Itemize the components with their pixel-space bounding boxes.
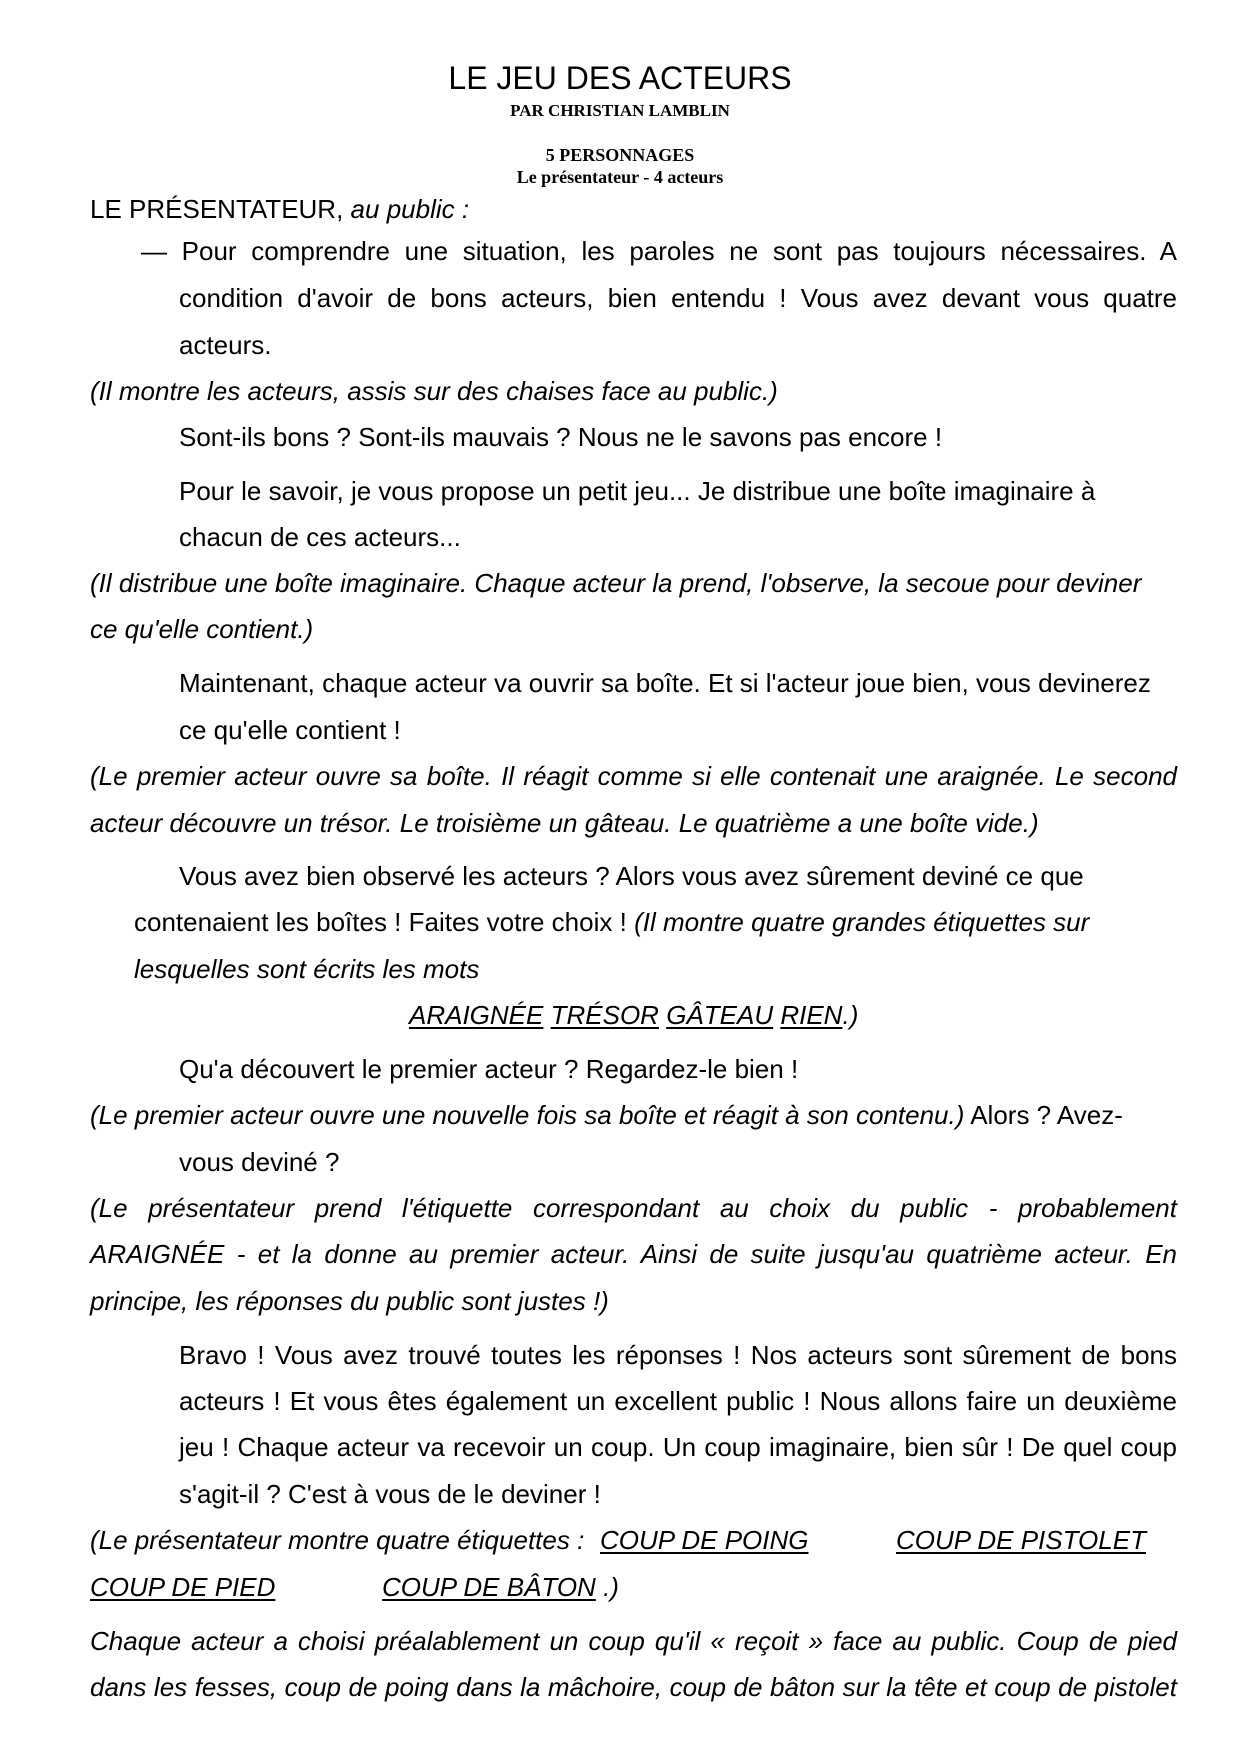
dialogue-line: Pour le savoir, je vous propose un petit jeu... Je distribue une boîte imaginaire à <box>179 476 1096 506</box>
stage-direction: ce qu'elle contient.) <box>90 614 314 644</box>
characters-count: 5 PERSONNAGES <box>545 145 695 165</box>
coup-label: COUP DE PISTOLET <box>896 1525 1146 1555</box>
dialogue-text: contenaient les boîtes ! Faites votre choix ! <box>134 907 627 937</box>
stage-direction: (Il montre les acteurs, assis sur des chaises face au public.) <box>90 376 778 406</box>
stage-direction: (Le présentateur montre quatre étiquettes : <box>90 1525 585 1555</box>
dialogue-line: chacun de ces acteurs... <box>179 522 461 552</box>
dialogue-line: Vous avez bien observé les acteurs ? Alors vous avez sûrement deviné ce que <box>179 861 1084 891</box>
author-line: PAR CHRISTIAN LAMBLIN <box>510 101 730 120</box>
speaker-name: LE PRÉSENTATEUR, <box>90 194 344 224</box>
stage-direction: principe, les réponses du public sont justes !) <box>90 1286 609 1316</box>
speaker-direction: au public : <box>350 194 470 224</box>
stage-direction: Chaque acteur a choisi préalablement un coup qu'il « reçoit » face au public. Coup de pied <box>90 1626 1177 1656</box>
coup-label: COUP DE PIED <box>90 1572 276 1602</box>
coup-label: COUP DE BÂTON <box>382 1572 596 1602</box>
play-title: LE JEU DES ACTEURS <box>448 60 792 96</box>
dialogue-line: acteurs ! Et vous êtes également un excellent public ! Nous allons faire un deuxième <box>179 1386 1177 1416</box>
label-word: RIEN <box>780 1000 843 1030</box>
stage-direction: ARAIGNÉE - et la donne au premier acteur. Ainsi de suite jusqu'au quatrième acteur. En <box>90 1239 1177 1269</box>
stage-direction: (Il distribue une boîte imaginaire. Chaque acteur la prend, l'observe, la secoue pour deviner <box>90 568 1142 598</box>
dialogue-line: Qu'a découvert le premier acteur ? Regardez-le bien ! <box>179 1054 799 1084</box>
dialogue-line: Maintenant, chaque acteur va ouvrir sa boîte. Et si l'acteur joue bien, vous devinerez <box>179 668 1151 698</box>
label-words-close: .) <box>842 1000 859 1030</box>
stage-direction: lesquelles sont écrits les mots <box>134 954 480 984</box>
dialogue-line <box>134 905 1089 939</box>
stage-direction: (Il montre quatre grandes étiquettes sur <box>634 907 1090 937</box>
stage-direction: (Le premier acteur ouvre une nouvelle fois sa boîte et réagit à son contenu.) <box>90 1100 965 1130</box>
label-word: GÂTEAU <box>666 1000 774 1030</box>
stage-direction: dans les fesses, coup de poing dans la mâchoire, coup de bâton sur la tête et coup de pistolet <box>90 1672 1177 1702</box>
dialogue-line: ce qu'elle contient ! <box>179 715 401 745</box>
stage-direction: acteur découvre un trésor. Le troisième un gâteau. Le quatrième a une boîte vide.) <box>90 808 1039 838</box>
dialogue-line: s'agit-il ? C'est à vous de le deviner ! <box>179 1479 601 1509</box>
dialogue-line: jeu ! Chaque acteur va recevoir un coup. Un coup imaginaire, bien sûr ! De quel coup <box>179 1432 1177 1462</box>
label-word: ARAIGNÉE <box>409 1000 544 1030</box>
mixed-line <box>90 1098 1123 1132</box>
label-words-line <box>409 998 858 1032</box>
speaker-line <box>90 192 469 226</box>
coup-label-line <box>382 1570 619 1604</box>
characters-list: Le présentateur - 4 acteurs <box>516 167 724 187</box>
label-word: TRÉSOR <box>550 1000 659 1030</box>
dialogue-text: Alors ? Avez- <box>970 1100 1123 1130</box>
dialogue-line: condition d'avoir de bons acteurs, bien entendu ! Vous avez devant vous quatre <box>179 283 1177 313</box>
dialogue-line: Sont-ils bons ? Sont-ils mauvais ? Nous ne le savons pas encore ! <box>179 422 943 452</box>
coup-label: COUP DE POING <box>600 1525 809 1555</box>
stage-direction: (Le premier acteur ouvre sa boîte. Il réagit comme si elle contenait une araignée. Le second <box>90 761 1177 791</box>
stage-direction: (Le présentateur prend l'étiquette correspondant au choix du public - probablement <box>90 1193 1177 1223</box>
coup-close: .) <box>603 1572 619 1602</box>
dialogue-line: vous deviné ? <box>179 1147 340 1177</box>
dialogue-line: Bravo ! Vous avez trouvé toutes les réponses ! Nos acteurs sont sûrement de bons <box>179 1340 1177 1370</box>
dialogue-line: acteurs. <box>179 330 272 360</box>
dialogue-line: — Pour comprendre une situation, les paroles ne sont pas toujours nécessaires. A <box>141 236 1177 266</box>
